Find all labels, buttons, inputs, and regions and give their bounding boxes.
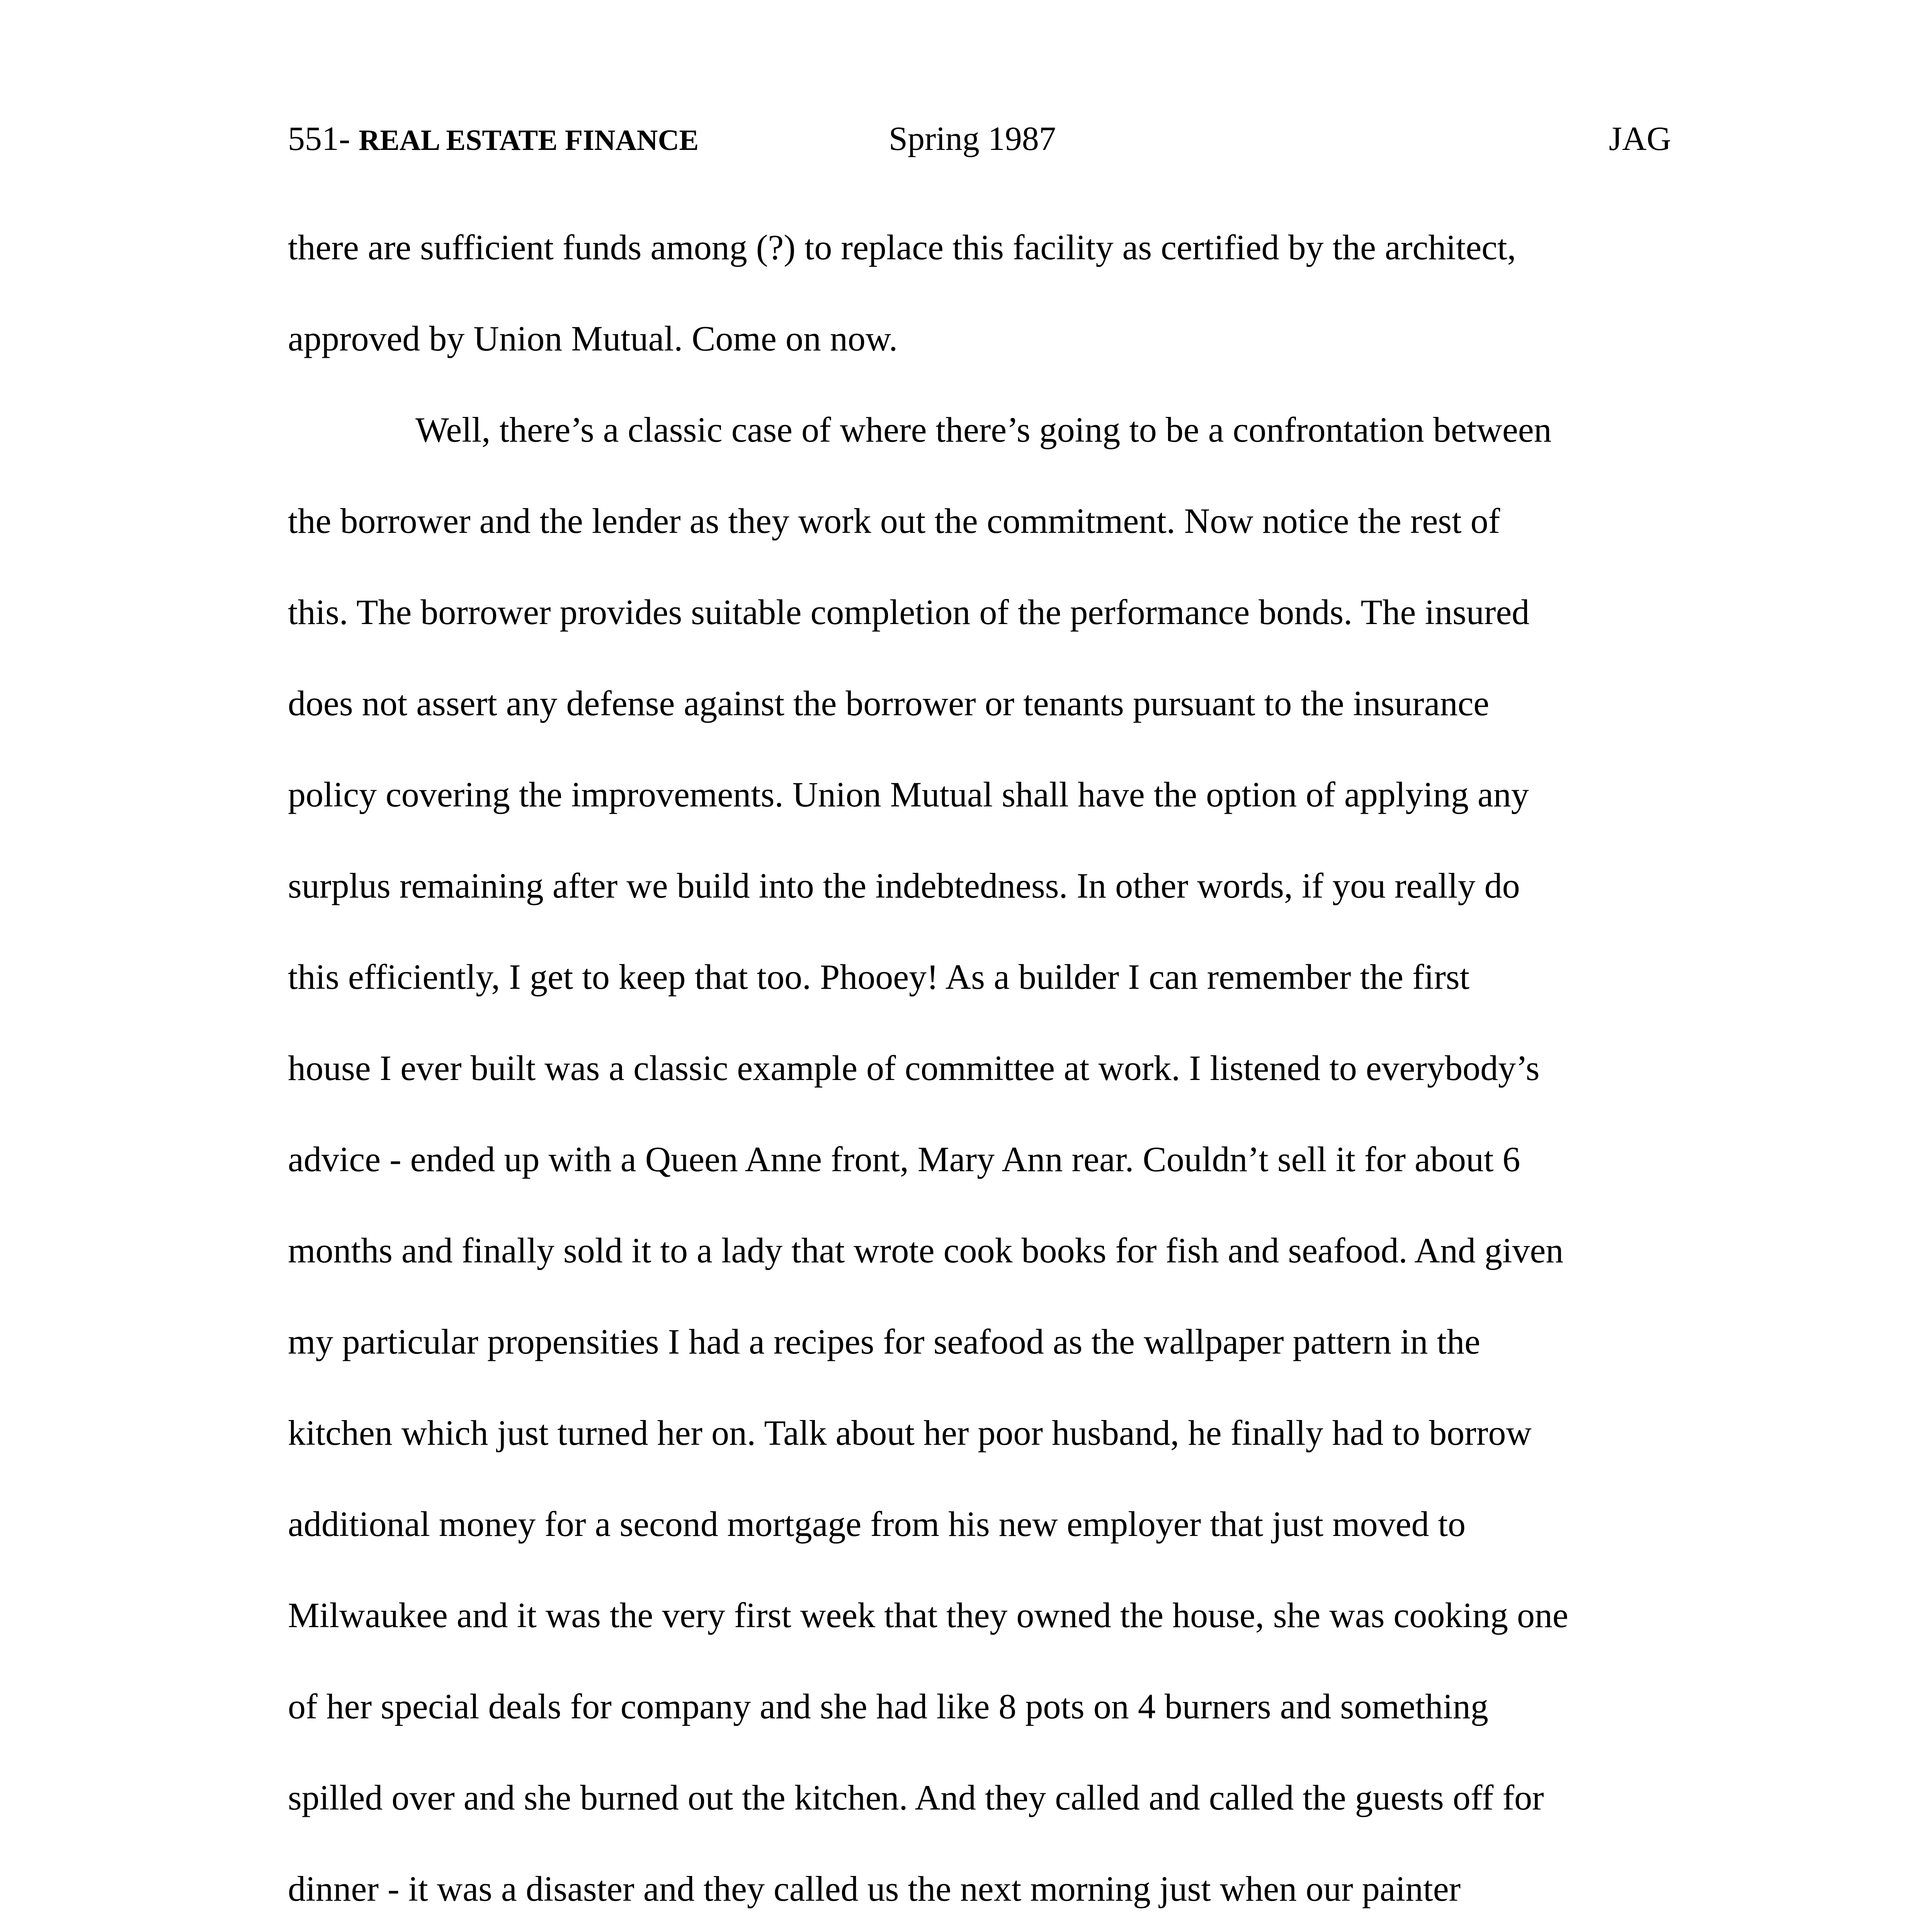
course-number: 551- [288, 120, 359, 158]
text-line: surplus remaining after we build into the indebtedness. In other words, if you really do [288, 866, 1520, 905]
text-line: there are sufficient funds among (?) to replace this facility as certified by the architect, [288, 228, 1516, 267]
text-line: house I ever built was a classic example of committee at work. I listened to everybody’s [288, 1048, 1540, 1088]
course-heading [288, 116, 699, 163]
text-line: of her special deals for company and she had like 8 pots on 4 burners and something [288, 1687, 1488, 1726]
text-line: months and finally sold it to a lady that wrote cook books for fish and seafood. And given [288, 1231, 1564, 1270]
term: Spring 1987 [889, 120, 1056, 158]
text-line: does not assert any defense against the borrower or tenants pursuant to the insurance [288, 684, 1490, 723]
course-title: REAL ESTATE FINANCE [359, 124, 699, 156]
text-line: spilled over and she burned out the kitchen. And they called and called the guests off for [288, 1778, 1544, 1817]
text-line: policy covering the improvements. Union Mutual shall have the option of applying any [288, 775, 1529, 814]
text-line: the borrower and the lender as they work out the commitment. Now notice the rest of [288, 501, 1500, 541]
text-line: dinner - it was a disaster and they called us the next morning just when our painter [288, 1869, 1461, 1908]
author-initials: JAG [1609, 120, 1671, 158]
text-line: Milwaukee and it was the very first week that they owned the house, she was cooking one [288, 1595, 1568, 1635]
text-line: my particular propensities I had a recipes for seafood as the wallpaper pattern in the [288, 1322, 1480, 1361]
text-line: advice - ended up with a Queen Anne front, Mary Ann rear. Couldn’t sell it for about 6 [288, 1139, 1520, 1179]
text-line: approved by Union Mutual. Come on now. [288, 319, 898, 358]
transcript-body [288, 228, 1679, 1932]
text-line: this efficiently, I get to keep that too. Phooey! As a builder I can remember the first [288, 957, 1470, 997]
page-header [288, 116, 1671, 162]
text-line: Well, there’s a classic case of where there’s going to be a confrontation between [415, 410, 1552, 449]
text-line: kitchen which just turned her on. Talk about her poor husband, he finally had to borrow [288, 1413, 1532, 1452]
text-line: this. The borrower provides suitable completion of the performance bonds. The insured [288, 592, 1530, 632]
text-line: additional money for a second mortgage from his new employer that just moved to [288, 1504, 1466, 1544]
